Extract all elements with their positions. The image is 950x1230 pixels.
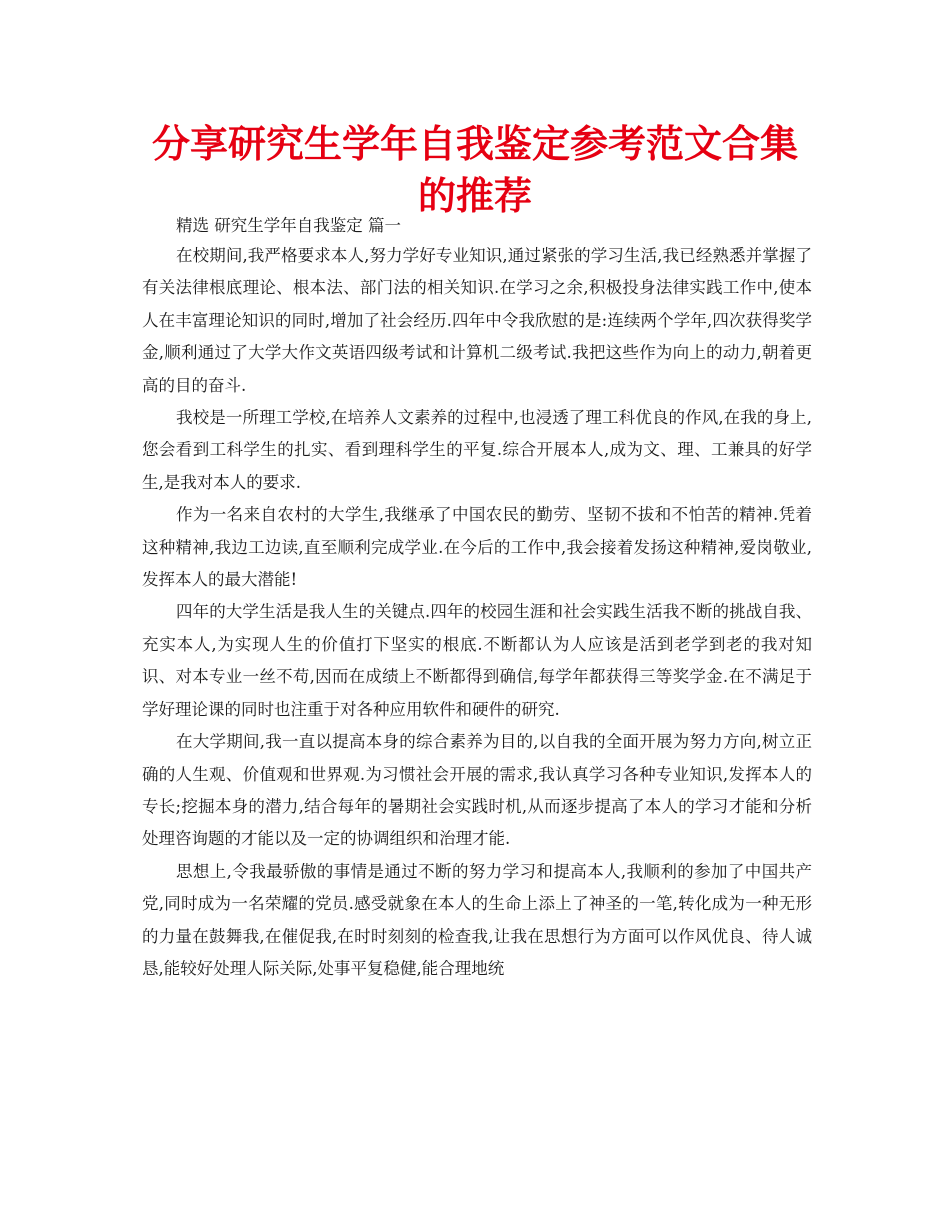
paragraph-3: 作为一名来自农村的大学生,我继承了中国农民的勤劳、坚韧不拔和不怕苦的精神.凭着这种精神,我边工边读,直至顺利完成学业.在今后的工作中,我会接着发扬这种精神,爱岗敬业,发挥本人的最大潜能! — [142, 505, 812, 590]
section-heading: 精选 研究生学年自我鉴定 篇一 — [176, 216, 401, 235]
document-title: 分享研究生学年自我鉴定参考范文合集的推荐 — [151, 122, 798, 218]
paragraph-4: 四年的大学生活是我人生的关键点.四年的校园生涯和社会实践生活我不断的挑战自我、充实本人,为实现人生的价值打下坚实的根底.不断都认为人应该是活到老学到老的我对知识、对本专业一丝不苟,因而在成绩上不断都得到确信,每学年都获得三等奖学金.在不满足于学好理论课的同时也注重于对各种应用软件和硬件的研究. — [142, 602, 812, 719]
paragraph-2: 我校是一所理工学校,在培养人文素养的过程中,也浸透了理工科优良的作风,在我的身上,您会看到工科学生的扎实、看到理科学生的平复.综合开展本人,成为文、理、工兼具的好学生,是我对本人的要求. — [142, 408, 812, 492]
document-body — [142, 212, 812, 985]
paragraph-1: 在校期间,我严格要求本人,努力学好专业知识,通过紧张的学习生活,我已经熟悉并掌握了有关法律根底理论、根本法、部门法的相关知识.在学习之余,积极投身法律实践工作中,使本人在丰富理论知识的同时,增加了社会经历.四年中令我欣慰的是:连续两个学年,四次获得奖学金,顺利通过了大学大作文英语四级考试和计算机二级考试.我把这些作为向上的动力,朝着更高的目的奋斗. — [142, 246, 812, 395]
paragraph-5: 在大学期间,我一直以提高本身的综合素养为目的,以自我的全面开展为努力方向,树立正确的人生观、价值观和世界观.为习惯社会开展的需求,我认真学习各种专业知识,发挥本人的专长;挖掘本身的潜力,结合每年的暑期社会实践时机,从而逐步提高了本人的学习才能和分析处理咨询题的才能以及一定的协调组织和治理才能. — [142, 732, 812, 849]
paragraph-6: 思想上,令我最骄傲的事情是通过不断的努力学习和提高本人,我顺利的参加了中国共产党,同时成为一名荣耀的党员.感受就象在本人的生命上添上了神圣的一笔,转化成为一种无形的力量在鼓舞我,在催促我,在时时刻刻的检查我,让我在思想行为方面可以作风优良、待人诚恳,能较好处理人际关际,处事平复稳健,能合理地统 — [142, 861, 812, 978]
